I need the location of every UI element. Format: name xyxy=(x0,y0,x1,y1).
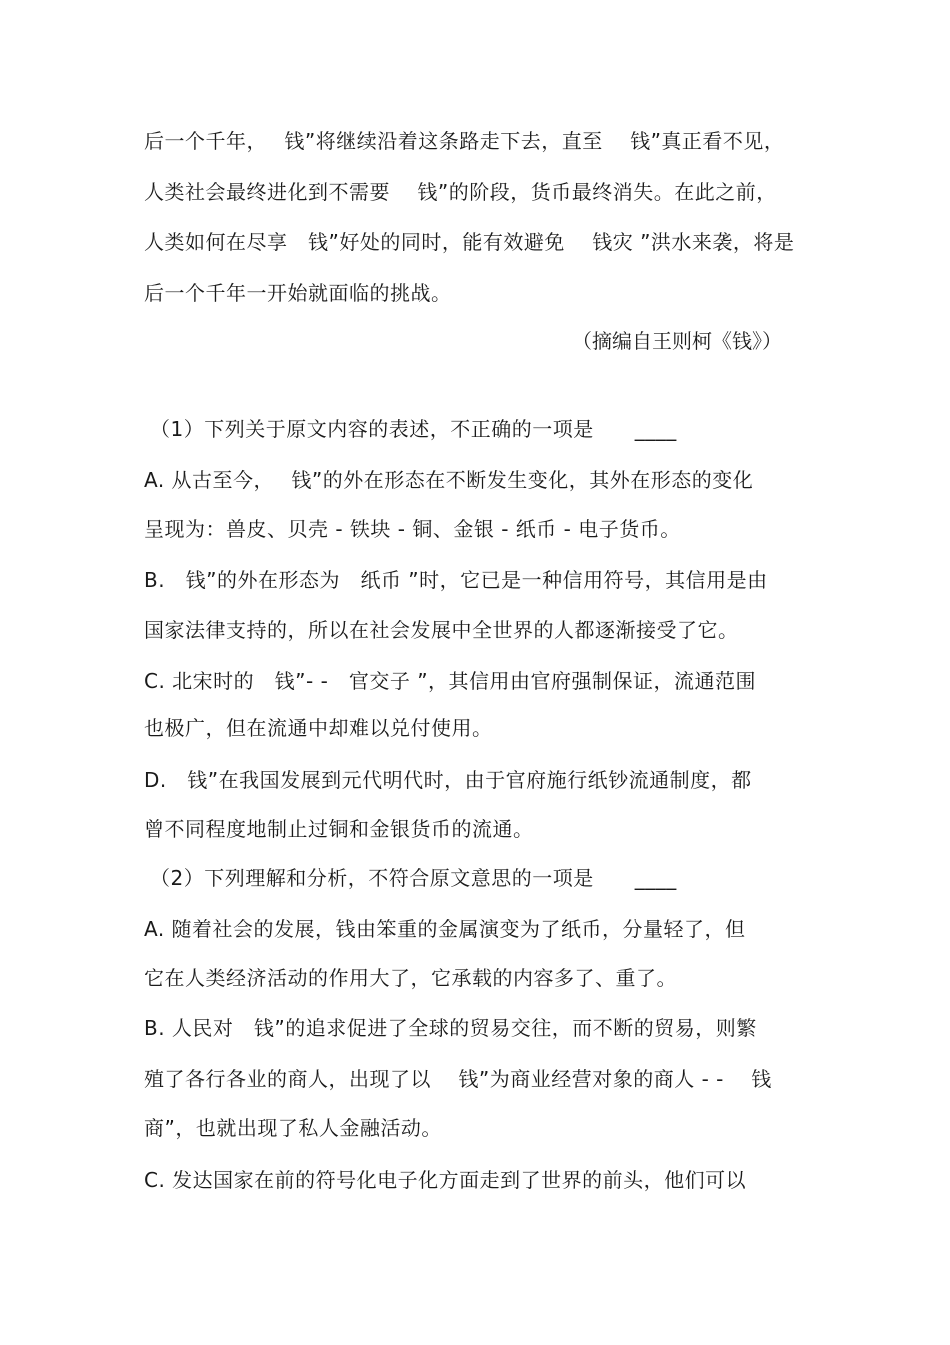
question-1-option-d: D. 钱”在我国发展到元代明代时，由于官府施行纸钞流通制度，都 xyxy=(144,768,752,792)
question-1-option-c: 也极广，但在流通中却难以兑付使用。 xyxy=(144,716,493,740)
question-2-option-a: 它在人类经济活动的作用大了，它承载的内容多了、重了。 xyxy=(144,966,677,990)
question-2-option-b: 殖了各行各业的商人，出现了以 钱”为商业经营对象的商人 - - 钱 xyxy=(144,1067,772,1091)
question-2-option-b: B. 人民对 钱”的追求促进了全球的贸易交往，而不断的贸易，则繁 xyxy=(144,1016,757,1040)
question-2-option-c: C. 发达国家在前的符号化电子化方面走到了世界的前头，他们可以 xyxy=(144,1168,747,1192)
question-1-option-b: B. 钱”的外在形态为 纸币 ”时，它已是一种信用符号，其信用是由 xyxy=(144,568,768,592)
question-1-option-a: A. 从古至今， 钱”的外在形态在不断发生变化，其外在形态的变化 xyxy=(144,468,754,492)
passage-line: 后一个千年， 钱”将继续沿着这条路走下去，直至 钱”真正看不见， xyxy=(144,129,785,153)
question-1-option-a: 呈现为：兽皮、贝壳 - 铁块 - 铜、金银 - 纸币 - 电子货币。 xyxy=(144,517,681,541)
question-1-option-c: C. 北宋时的 钱”- - 官交子 ”，其信用由官府强制保证，流通范围 xyxy=(144,669,757,693)
question-2-option-b: 商”，也就出现了私人金融活动。 xyxy=(144,1116,442,1140)
question-2-heading: （2）下列理解和分析，不符合原文意思的一项是 ____ xyxy=(150,866,677,890)
passage-line: 后一个千年一开始就面临的挑战。 xyxy=(144,281,452,305)
passage-line: 人类社会最终进化到不需要 钱”的阶段，货币最终消失。在此之前， xyxy=(144,180,777,204)
question-1-option-b: 国家法律支持的，所以在社会发展中全世界的人都逐渐接受了它。 xyxy=(144,618,739,642)
question-1-option-d: 曾不同程度地制止过铜和金银货币的流通。 xyxy=(144,817,534,841)
question-1-heading: （1）下列关于原文内容的表述，不正确的一项是 ____ xyxy=(150,417,677,441)
question-2-option-a: A. 随着社会的发展，钱由笨重的金属演变为了纸币，分量轻了，但 xyxy=(144,917,746,941)
passage-line: 人类如何在尽享 钱”好处的同时，能有效避免 钱灾 ”洪水来袭，将是 xyxy=(144,230,795,254)
passage-source: （摘编自王则柯《钱》） xyxy=(572,329,782,353)
